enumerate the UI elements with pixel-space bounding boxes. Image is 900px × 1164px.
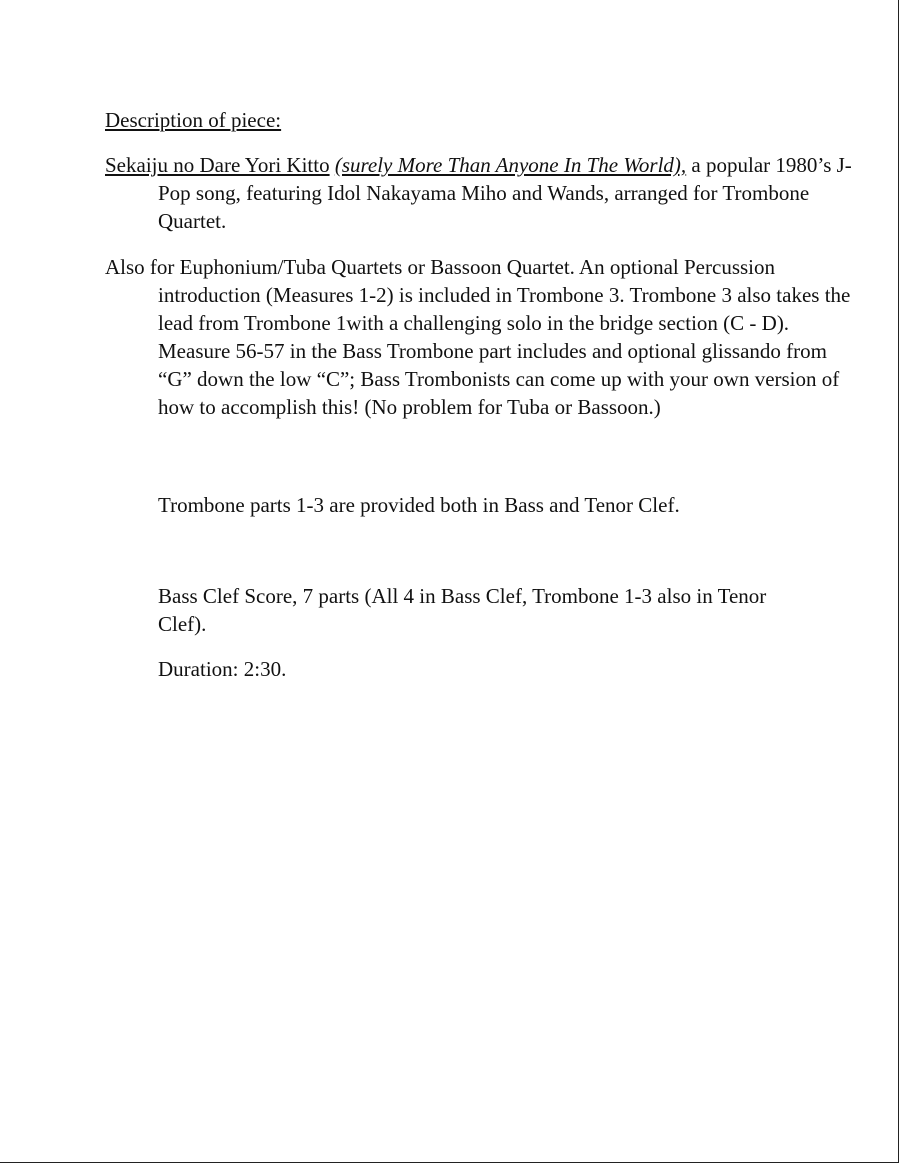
instrumentation-paragraph: Also for Euphonium/Tuba Quartets or Bassoon Quartet. An optional Percussion introduction (Measures 1-2) is included in Trombone 3. Trombone 3 also takes the lead from Trombone 1with a challenging solo in the bridge section (C - D). Measure 56-57 in the Bass Trombone part includes and optional glissando from “G” down the low “C”; Bass Trombonists can come up with your own version of how to accomplish this! (No problem for Tuba or Bassoon.) (105, 255, 851, 419)
piece-title-continuation: a (686, 153, 701, 177)
piece-subtitle: (surely More Than Anyone In The World), (334, 153, 687, 177)
piece-title: Sekaiju no Dare Yori Kitto (105, 153, 330, 177)
parts-paragraph: Bass Clef Score, 7 parts (All 4 in Bass Clef, Trombone 1-3 also in Tenor Clef). (158, 584, 767, 636)
section-heading: Description of piece: (105, 108, 282, 132)
piece-title-paragraph (105, 151, 858, 235)
duration-paragraph: Duration: 2:30. (158, 657, 287, 681)
piece-description: popular 1980’s J-Pop song, featuring Idol Nakayama Miho and Wands, arranged for Trombone Quartet. (158, 153, 852, 233)
clef-note-paragraph: Trombone parts 1-3 are provided both in Bass and Tenor Clef. (158, 493, 680, 517)
